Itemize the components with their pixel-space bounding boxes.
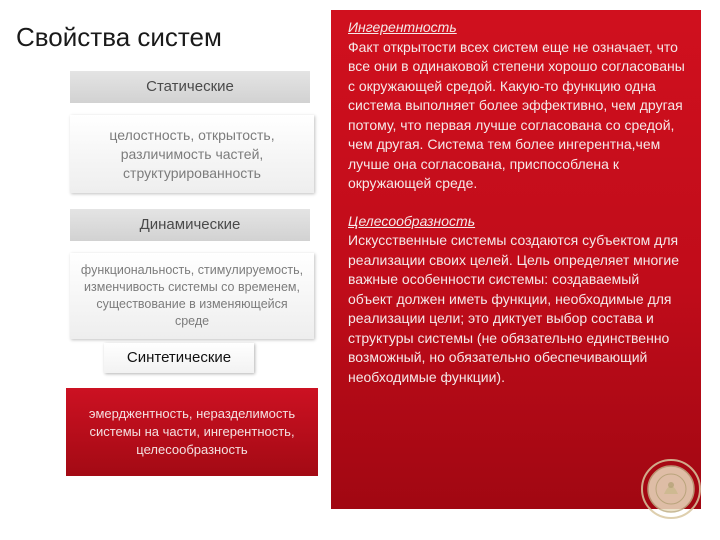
- slide-title: Свойства систем: [16, 22, 222, 52]
- dynamic-properties-header: Динамические: [70, 209, 310, 241]
- definitions-panel: [331, 10, 701, 509]
- static-properties-box: [70, 115, 314, 193]
- static-properties-header: Статические: [70, 71, 310, 103]
- synthetic-properties-box: [66, 388, 318, 476]
- section-gap: [348, 194, 687, 212]
- synthetic-properties-header: Синтетические: [104, 343, 254, 373]
- ingerent-heading: Ингерентность: [348, 19, 457, 35]
- dynamic-properties-box: [70, 253, 314, 339]
- static-properties-text: целостность, открытость, различимость частей, структурированность: [109, 126, 275, 181]
- ingerent-text: Факт открытости всех систем еще не означает, что все они в одинаковой степени хорошо согласованы с окружающей средой. Какую-то функцию одна система выполняет более эффективно, чем другая потому, что первая лучше согласована со средой, чем другая. Система тем более ингерентна,чем лучше она согласована, приспособлена к окружающей среде.: [348, 38, 685, 191]
- purpose-heading: Целесообразность: [348, 212, 476, 229]
- dynamic-properties-text: функциональность, стимулируемость, изменчивость системы со временем, существование в изменяющейся среде: [80, 263, 304, 328]
- purpose-text: Искусственные системы создаются субъектом для реализации своих целей. Цель определяет многие важные особенности системы: создаваемый объект должен иметь функции, необходимые для реализации цели; это диктует выбор состава и структуры системы (не обязательно единственно возможный, но обязательно обеспечивающий необходимые функции).: [348, 232, 679, 385]
- emblem-seal-icon: [640, 458, 702, 520]
- synthetic-properties-text: эмерджентность, неразделимость системы на части, ингерентность, целесообразность: [88, 406, 296, 457]
